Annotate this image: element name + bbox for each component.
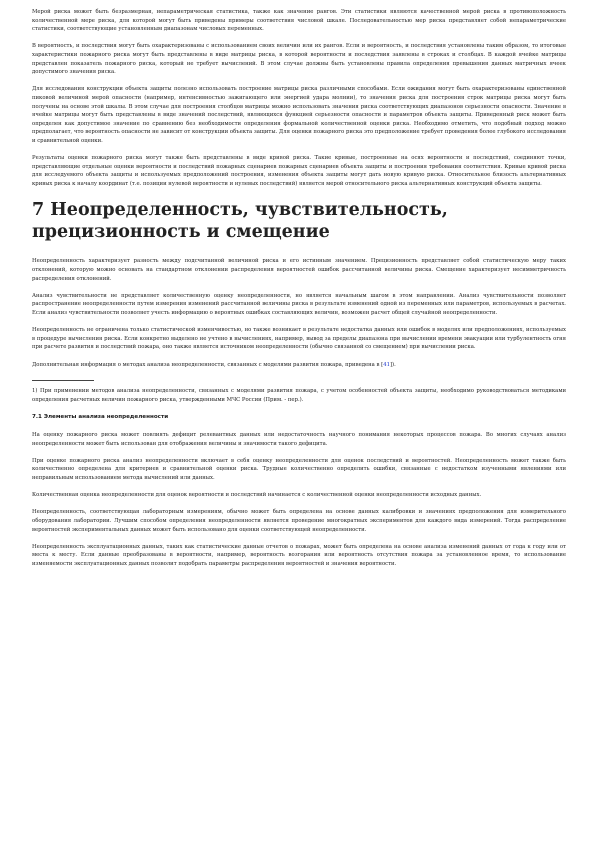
paragraph-risk-curve: Результаты оценки пожарного риска могут также быть представлены в виде кривой риска. Такие кривые, построенные на осях вероятности и последствий, соединяют точки, представляющие отдельные оценки вероятности и последствий пожарных сценариев пожарных сценариев объекта защиты и построения требования соответствия. Кривые кривой риска для исследуемого объекта защиты и используемых предположений построения, изменения объекта защиты могут дать новую кривую риска. Относительное близость альтернативных кривых риска к началу координат (т.е. позиции нулевой вероятности и нулевых последствий) является мерой относительного риска альтернативных конструкций объекта защиты. — [32, 155, 566, 187]
document-page — [32, 8, 566, 577]
paragraph-matrix-construction: Для исследования конструкции объекта защиты полезно использовать построение матрицы риска различными способами. Если ожидания могут быть охарактеризованы единственной пиковой величиной мерой опасности (например, интенсивностью зажигающего или энергией удара молнии), то значения риска для построения строк матрицы риска могут быть получены на основе этой шкалы. В этом случае для построения столбцов матрицы можно использовать значения риска соответствующих диапазонов серьезности опасности. Значение в ячейке матрицы могут быть представлены в виде значений последствий, являющихся функцией серьезности опасности и параметров объекта защиты. Приведенный риск может быть определен как допустимое значение по сравнению без необходимости определения формальной количественной оценки риска. Необходимо отметить, что подобный подход можно предполагает, что вероятность опасности не зависит от конструкции объекта защиты. Для оценки пожарного риска это предположение требует проведения более глубокого исследования и сравнительной оценки. — [32, 86, 566, 144]
footnote-divider — [32, 380, 94, 381]
paragraph-risk-measure: Мерой риска может быть безразмерная, непараметрическая статистика, также как значение рангов. Эти статистики являются качественной мерой риска в противоположность количественной мере риска, для которой могут быть приведены примеры соответствия числовой шкале. Последовательностью мер риска представляет собой непараметрические статистики, соответствующие установленным диапазонам числовых переменных. — [32, 9, 566, 33]
paragraph-risk-matrix: В вероятность, и последствия могут быть охарактеризованы с использованием своих величин или их рангов. Если и вероятность, и последствия установлены таким образом, то итоговые характеристики пожарного риска могут быть представлены в виде матрицы риска, в которой вероятности и последствия заявлены в строках и столбцах. В каждой ячейке матрицы представлен показатель пожарного риска, который не требует вычислений. В этом случае должны быть установлены правила определения превышения данных матричных ячеек допустимого значения риска. — [32, 43, 566, 76]
paragraph-operational-data: Неопределенность эксплуатационных данных, таких как статистические данные отчетов о пожарах, может быть определена на основе анализа изменений данных от года к году или от места к месту. Если данные преобразованы в вероятности, например, вероятность возгорания или вероятность отсутствия пожара за установленное время, то использование изменяемости эксплуатационных данных позволит подобрать параметры распределения вероятностей и значения вероятности. — [32, 543, 566, 567]
paragraph-data-deficit: На оценку пожарного риска может повлиять дефицит релевантных данных или недостаточность научного понимания некоторых процессов пожара. Во многих случаях анализ неопределенности может быть использован для отображения величины и значимости такого дефицита. — [32, 431, 566, 447]
additional-info-tail: ]). — [389, 361, 396, 368]
paragraph-input-data: Количественная оценка неопределенности для оценок вероятности и последствий начинается с количественной оценки неопределенности исходных данных. — [32, 492, 482, 499]
reference-link[interactable]: 41 — [383, 361, 390, 368]
section-7-heading: 7 Неопределенность, чувствительность, прецизионность и смещение — [32, 200, 448, 243]
paragraph-uncertainty-definition: Неопределенность характеризует разность между подсчитанной величиной риска и его истинным значением. Прецизионность представляет собой статистическую меру таких отклонений, которую можно основать на стандартном отклонении распределения вероятностей ошибок рассчитанной величины риска. Смещение характеризует несимметричность распределения отклонений. — [32, 258, 566, 282]
subsection-7-1-heading: 7.1 Элементы анализа неопределенности — [32, 414, 169, 421]
paragraph-sensitivity-analysis: Анализ чувствительности не представляет количественную оценку неопределенности, но является начальным шагом в этом направлении. Анализ чувствительности позволяет распространение неопределенности путем измерения изменений рассчитанной величины риска в результате изменений одной из переменных или параметров, используемых в расчетах. Если анализ чувствительности позволяет учесть информацию о вероятных ошибках составляющих величин, возможен расчет общей случайной неопределенности. — [32, 292, 566, 317]
additional-info-text: Дополнительная информация о методах анализа неопределенности, связанных с моделями развития пожара, приведена в [ — [32, 361, 384, 368]
footnote: 1) При применении методов анализа неопределенности, связанных с моделями развития пожара, с учетом особенностей объекта защиты, необходимо руководствоваться методиками определения расчетных величин пожарного риска, утвержденными МЧС России (Прим. - пер.). — [32, 388, 566, 403]
paragraph-additional-info — [32, 361, 566, 370]
paragraph-uncertainty-assessment: При оценке пожарного риска анализ неопределенности включает в себя оценку неопределенности для оценок последствий и вероятностей. Неопределенность может также быть количественно определена для критериев и сравнительной оценки риска. Трудные количественно определить ошибки, связанные с недостатком изученными явлениями или неправильным использованием метода вычислений или данных. — [32, 457, 566, 481]
paragraph-lab-measurements: Неопределенность, соответствующая лабораторным измерениям, обычно может быть определена на основе данных калибровки и значениях предположения для измерительного оборудования лаборатории. Лучшим способом определения неопределенности является проведение многократных экспериментов для каждого вида измерений. Тогда распределение вероятностей экспериментальных данных может быть использовано для оценки соответствующей неопределенности. — [32, 509, 566, 533]
paragraph-uncertainty-sources: Неопределенность не ограничена только статистической изменчивостью, но также возникает в результате недостатка данных или ошибок в моделях или предположениях, используемых в процедуре вычисления риска. Если конкретно выделено не учтено в вычислениях, например, вывод за пределы диапазона при вычислении времени эвакуации или турбулентность огня при расчете развития и последствий пожара, оно также является источником неопределенности (обычно связанной со смещением) при вычислении риска. — [32, 327, 566, 351]
